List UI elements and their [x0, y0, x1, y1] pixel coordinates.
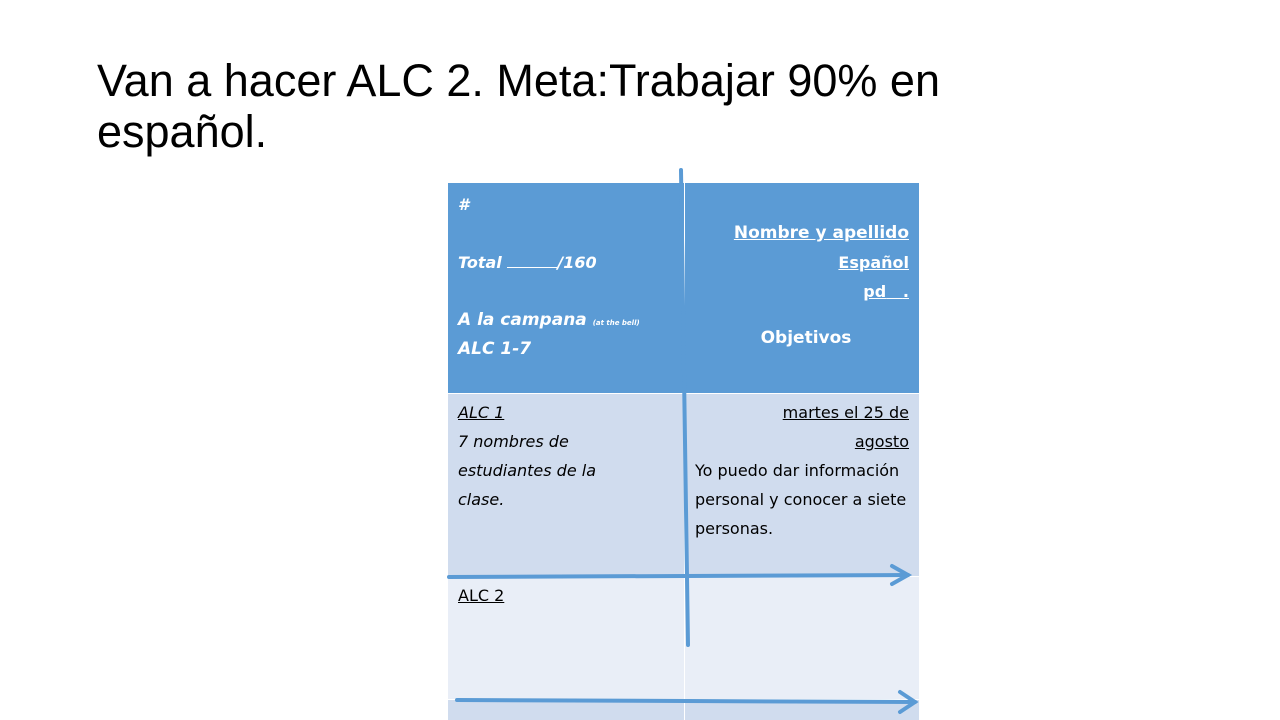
number-label: #	[458, 195, 470, 214]
campana-label: A la campana	[458, 310, 587, 330]
vertical-stroke	[681, 170, 688, 645]
total-suffix: /160	[557, 253, 597, 272]
arrow-2-shaft	[457, 700, 915, 702]
slide-title: Van a hacer ALC 2. Meta:Trabajar 90% en español.	[97, 55, 940, 157]
objetivos-label: Objetivos	[760, 328, 852, 348]
espanol-label: Español	[838, 253, 909, 272]
name-label: Nombre y apellido	[733, 223, 909, 243]
row2-alc: ALC 2	[458, 586, 505, 605]
row1-alc: ALC 1	[458, 403, 505, 422]
pd-text: pd	[863, 282, 887, 301]
pd-period: .	[902, 282, 909, 301]
row1-desc: 7 nombres de estudiantes de la clase.	[458, 432, 597, 509]
arrow-1-shaft	[449, 575, 908, 577]
row1-date: martes el 25 de agosto	[782, 403, 909, 451]
campana-note: (at the bell)	[592, 319, 640, 327]
alc-range-label: ALC 1-7	[458, 339, 532, 359]
total-prefix: Total	[458, 253, 508, 272]
row1-objective: Yo puedo dar información personal y conocer a siete personas.	[695, 461, 907, 538]
